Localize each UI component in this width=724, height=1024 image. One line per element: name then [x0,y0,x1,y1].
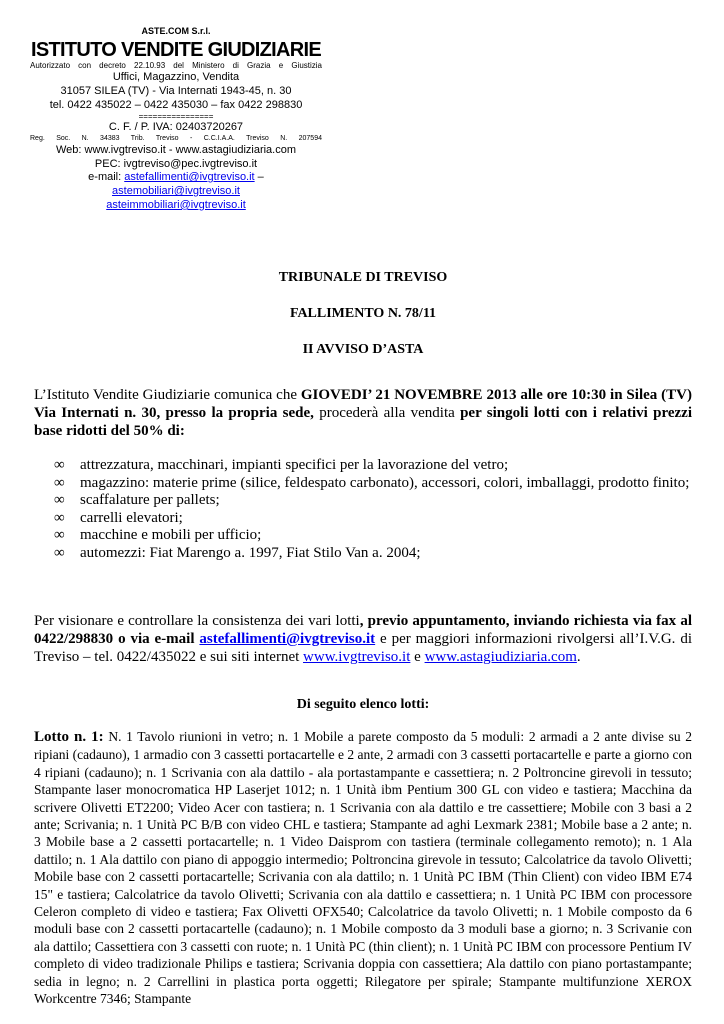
infinity-bullet-icon: ∞ [54,544,65,561]
intro-sale-terms: per singoli lotti con i relativi prezzi base ridotti del 50% di: [34,405,692,439]
contact-text-3: e [410,649,425,665]
email-line-2 [30,199,322,213]
list-item-text: automezzi: Fiat Marengo a. 1997, Fiat Stilo Van a. 2004; [80,544,421,561]
lot-1-paragraph [34,728,692,1008]
address-line: 31057 SILEA (TV) - Via Internati 1943-45, n. 30 [60,85,292,97]
email-dash: – [254,171,264,184]
contact-text-2: e per maggiori informazioni rivolgersi all’I.V.G. di Treviso – tel. 0422/435022 e sui siti internet [34,631,693,665]
offices-line: Uffici, Magazzino, Vendita [112,71,240,84]
list-item-text: magazzino: materie prime (silice, feldespato carbonato), accessori, colori, imballaggi, prodotto finito; [80,474,690,491]
contact-text-1: Per visionare e controllare la consistenza dei vari lotti [34,613,360,629]
email-link-astefallimenti[interactable]: astefallimenti@ivgtreviso.it [124,171,255,184]
intro-date-place: GIOVEDI’ 21 NOVEMBRE 2013 alle ore 10:30 in Silea (TV) Via Internati n. 30, presso la propria sede, [34,387,692,421]
infinity-bullet-icon: ∞ [54,527,65,543]
list-item-text: macchine e mobili per ufficio; [80,527,262,543]
notice-title: II AVVISO D’ASTA [302,342,424,357]
email-link-asteimmobiliari[interactable]: asteimmobiliari@ivgtreviso.it [106,198,246,211]
site-link-ivgtreviso[interactable]: www.ivgtreviso.it [303,649,411,665]
list-item-text: carrelli elevatori; [80,509,183,526]
lot-1-label: Lotto n. 1: [34,729,104,745]
infinity-bullet-icon: ∞ [54,492,65,508]
contact-email-link[interactable]: astefallimenti@ivgtreviso.it [199,631,376,647]
list-item [34,457,692,475]
bankruptcy-title: FALLIMENTO N. 78/11 [289,306,437,321]
infinity-bullet-icon: ∞ [54,509,65,526]
letterhead [30,26,322,213]
authorization-line: Autorizzato con decreto 22.10.93 del Ministero di Grazia e Giustizia [30,61,322,71]
company-name: ASTE.COM S.r.l. [141,26,211,36]
email-link-astemobiliari[interactable]: astemobiliari@ivgtreviso.it [112,185,240,198]
tax-id-line: C. F. / P. IVA: 02403720267 [108,121,244,134]
intro-paragraph [34,386,692,440]
separator-line: ================ [138,111,214,121]
pec-line: PEC: ivgtreviso@pec.ivgtreviso.it [94,157,258,170]
infinity-bullet-icon: ∞ [54,474,65,491]
list-item [34,475,692,493]
intro-text-1: L’Istituto Vendite Giudiziarie comunica che [34,387,301,403]
lots-heading: Di seguito elenco lotti: [296,697,430,712]
list-item-text: scaffalature per pallets; [80,492,220,508]
email-line [30,171,322,199]
infinity-bullet-icon: ∞ [54,457,65,473]
phones-line: tel. 0422 435022 – 0422 435030 – fax 0422 298830 [49,98,303,111]
court-title: TRIBUNALE DI TREVISO [278,270,448,285]
contact-appointment: , previo appuntamento, inviando richiesta via fax al 0422/298830 o via e-mail astefallimenti@ivgtreviso.it [34,613,692,647]
lot-1-description: N. 1 Tavolo riunioni in vetro; n. 1 Mobile a parete composto da 5 moduli: 2 armadi a 2 ante divise su 2 ripiani (cadauno), 1 armadio con 3 cassetti portacartelle e 2 ante, 2 armadi con 3 cassetti portacartelle e parte a giorno con 4 ripiani (cadauno); n. 1 Scrivania con ala dattilo - ala portastampante e cassettiera; n. 2 Poltroncine girevoli in tessuto; Stampante laser monocromatica HP Laserjet 1012; n. 1 Unità ibm Pentium 300 GL con video e tastiera; Macchina da scrivere Olivetti ET2200; Video Acer con tastiera; n. 1 Scrivania con ala dattilo e tre cassettiere; Mobile con 3 basi a 2 ante; Scrivania; n. 1 Unità PC B/B con video CHL e tastiera; Stampante ad aghi Lexmark 2381; Mobile base a 2 ante; n. 3 Mobile base a 2 cassetti portacartelle; n. 1 Video Daisprom con tastiera (terminale collegamento remoto); n. 1 Ala dattilo; n. 1 Ala dattilo con piano di appoggio intermedio; Poltroncina girevole in tessuto; Calcolatrice da tavolo Olivetti; Mobile base con 2 cassetti portacartelle; Scrivania con ala dattilo; n. 1 Unità PC IBM (Thin Client) con video IBM E74 15" e tastiera; Calcolatrice da tavolo Olivetti; Scrivania con ala dattilo e cassettiera; n. 1 Unità PC IBM con processore Celeron completo di video e tastiera; Fax Olivetti OFX540; Calcolatrice da tavolo Olivetti; n. 1 Mobile composto da 6 moduli base con 2 cassetti portacartelle (cadauno); n. 1 Mobile composto da 3 moduli base a giorno; n. 3 Scrivanie con ala dattilo; Cassettiera con 3 cassetti con ruote; n. 1 Unità PC (thin client); n. 1 Unità PC IBM con processore Pentium IV completo di video tradizionale Philips e tastiera; Scrivania doppia con cassettiera; Ala dattilo con piano portastampante; sedia in legno; n. 2 Carrellini in plastica porta oggetti; Rilegatore per spirale; Stampante multifunzione XEROX Workcentre 7346; Stampante [34,729,692,1007]
contact-text-4: . [576,649,581,665]
list-item-text: attrezzatura, macchinari, impianti specifici per la lavorazione del vetro; [80,457,509,473]
email-prefix: e-mail: [88,171,125,184]
registry-line: Reg. Soc. N. 34383 Trib. Treviso - C.C.I.A.A. Treviso N. 207594 [30,135,322,143]
items-list [34,457,692,562]
list-item [34,510,692,528]
institute-name: ISTITUTO VENDITE GIUDIZIARIE [30,39,322,62]
web-line: Web: www.ivgtreviso.it - www.astagiudiziaria.com [55,143,297,156]
list-item [34,545,692,563]
list-item [34,492,692,510]
intro-text-2: procederà alla vendita [313,405,461,421]
list-item [34,527,692,545]
site-link-astagiudiziaria[interactable]: www.astagiudiziaria.com [424,649,577,665]
contact-paragraph [34,612,692,666]
